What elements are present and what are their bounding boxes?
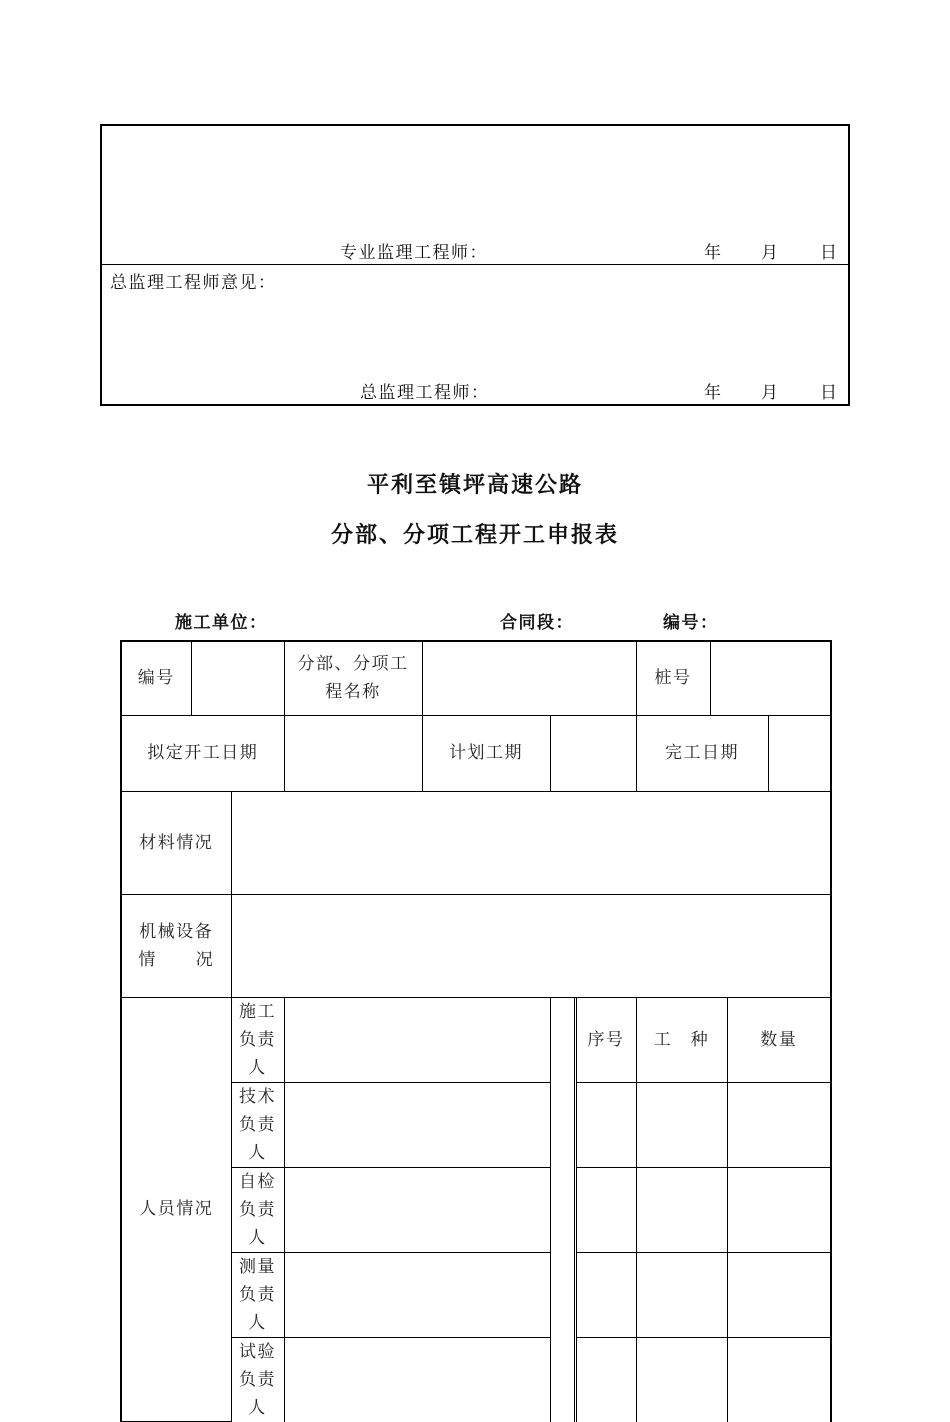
- equipment-label: [121, 894, 231, 997]
- role-testing-lead-value[interactable]: [284, 1337, 550, 1422]
- role-construction-lead-value[interactable]: [284, 997, 550, 1082]
- item-name-label-line1: 分部、分项工: [297, 654, 409, 675]
- work-type-cell[interactable]: [636, 1167, 727, 1252]
- item-name-label: [284, 641, 422, 715]
- approval-divider: [100, 264, 850, 265]
- quantity-cell[interactable]: [727, 1082, 831, 1167]
- form-row-basic: [121, 641, 831, 715]
- approval-box: [100, 124, 850, 406]
- header-work-type: 工 种: [636, 997, 727, 1082]
- role-testing-lead: 试验负责人: [231, 1337, 284, 1422]
- role-construction-lead: 施工负责人: [231, 997, 284, 1082]
- completion-value-cell[interactable]: [768, 715, 831, 791]
- application-form-table: [120, 640, 832, 1422]
- planned-duration-value-cell[interactable]: [550, 715, 636, 791]
- work-type-cell[interactable]: [636, 1082, 727, 1167]
- seq-cell[interactable]: [576, 1337, 636, 1422]
- form-row-dates: [121, 715, 831, 791]
- planned-start-label: 拟定开工日期: [121, 715, 284, 791]
- date-year-2: 年: [704, 383, 723, 403]
- station-label: 桩号: [636, 641, 710, 715]
- seq-cell[interactable]: [576, 1167, 636, 1252]
- quantity-cell[interactable]: [727, 1252, 831, 1337]
- contract-section-label: 合同段：: [500, 613, 574, 633]
- number-label: 编号: [121, 641, 191, 715]
- personnel-row-1: [121, 997, 831, 1082]
- personnel-label: 人员情况: [121, 997, 231, 1422]
- serial-no-label: 编号：: [663, 613, 719, 633]
- seq-cell[interactable]: [576, 1252, 636, 1337]
- station-value-cell[interactable]: [710, 641, 831, 715]
- separator-cell: [550, 1252, 574, 1337]
- equipment-label-line1: 机械设备: [139, 921, 214, 942]
- chief-opinion-label: 总监理工程师意见：: [110, 273, 277, 293]
- item-name-value-cell[interactable]: [422, 641, 636, 715]
- work-type-cell[interactable]: [636, 1252, 727, 1337]
- quantity-cell[interactable]: [727, 1167, 831, 1252]
- number-value-cell[interactable]: [191, 641, 284, 715]
- seq-cell[interactable]: [576, 1082, 636, 1167]
- document-subtitle: 分部、分项工程开工申报表: [330, 523, 619, 548]
- role-technical-lead: 技术负责人: [231, 1082, 284, 1167]
- professional-engineer-label: 专业监理工程师：: [340, 243, 488, 263]
- equipment-label-line2: 情 况: [138, 949, 215, 970]
- item-name-label-line2: 程名称: [325, 682, 381, 703]
- materials-label: 材料情况: [121, 791, 231, 894]
- chief-engineer-label: 总监理工程师：: [360, 383, 490, 403]
- document-title: 平利至镇坪高速公路: [366, 473, 583, 498]
- header-quantity: 数量: [727, 997, 831, 1082]
- separator-cell: [550, 1082, 574, 1167]
- planned-start-value-cell[interactable]: [284, 715, 422, 791]
- materials-value-cell[interactable]: [231, 791, 831, 894]
- construction-unit-label: 施工单位：: [175, 613, 268, 633]
- role-self-inspection-lead-value[interactable]: [284, 1167, 550, 1252]
- date-month-2: 月: [761, 383, 780, 403]
- role-technical-lead-value[interactable]: [284, 1082, 550, 1167]
- role-self-inspection-lead: 自检负责人: [231, 1167, 284, 1252]
- date-year-1: 年: [704, 243, 723, 263]
- date-month-1: 月: [761, 243, 780, 263]
- separator-cell: [550, 997, 574, 1082]
- form-row-equipment: [121, 894, 831, 997]
- date-day-2: 日: [820, 383, 839, 403]
- form-row-materials: [121, 791, 831, 894]
- work-type-cell[interactable]: [636, 1337, 727, 1422]
- completion-label: 完工日期: [636, 715, 768, 791]
- header-seq: 序号: [576, 997, 636, 1082]
- quantity-cell[interactable]: [727, 1337, 831, 1422]
- date-day-1: 日: [820, 243, 839, 263]
- equipment-value-cell[interactable]: [231, 894, 831, 997]
- separator-cell: [550, 1337, 574, 1422]
- role-survey-lead: 测量负责人: [231, 1252, 284, 1337]
- planned-duration-label: 计划工期: [422, 715, 550, 791]
- separator-cell: [550, 1167, 574, 1252]
- role-survey-lead-value[interactable]: [284, 1252, 550, 1337]
